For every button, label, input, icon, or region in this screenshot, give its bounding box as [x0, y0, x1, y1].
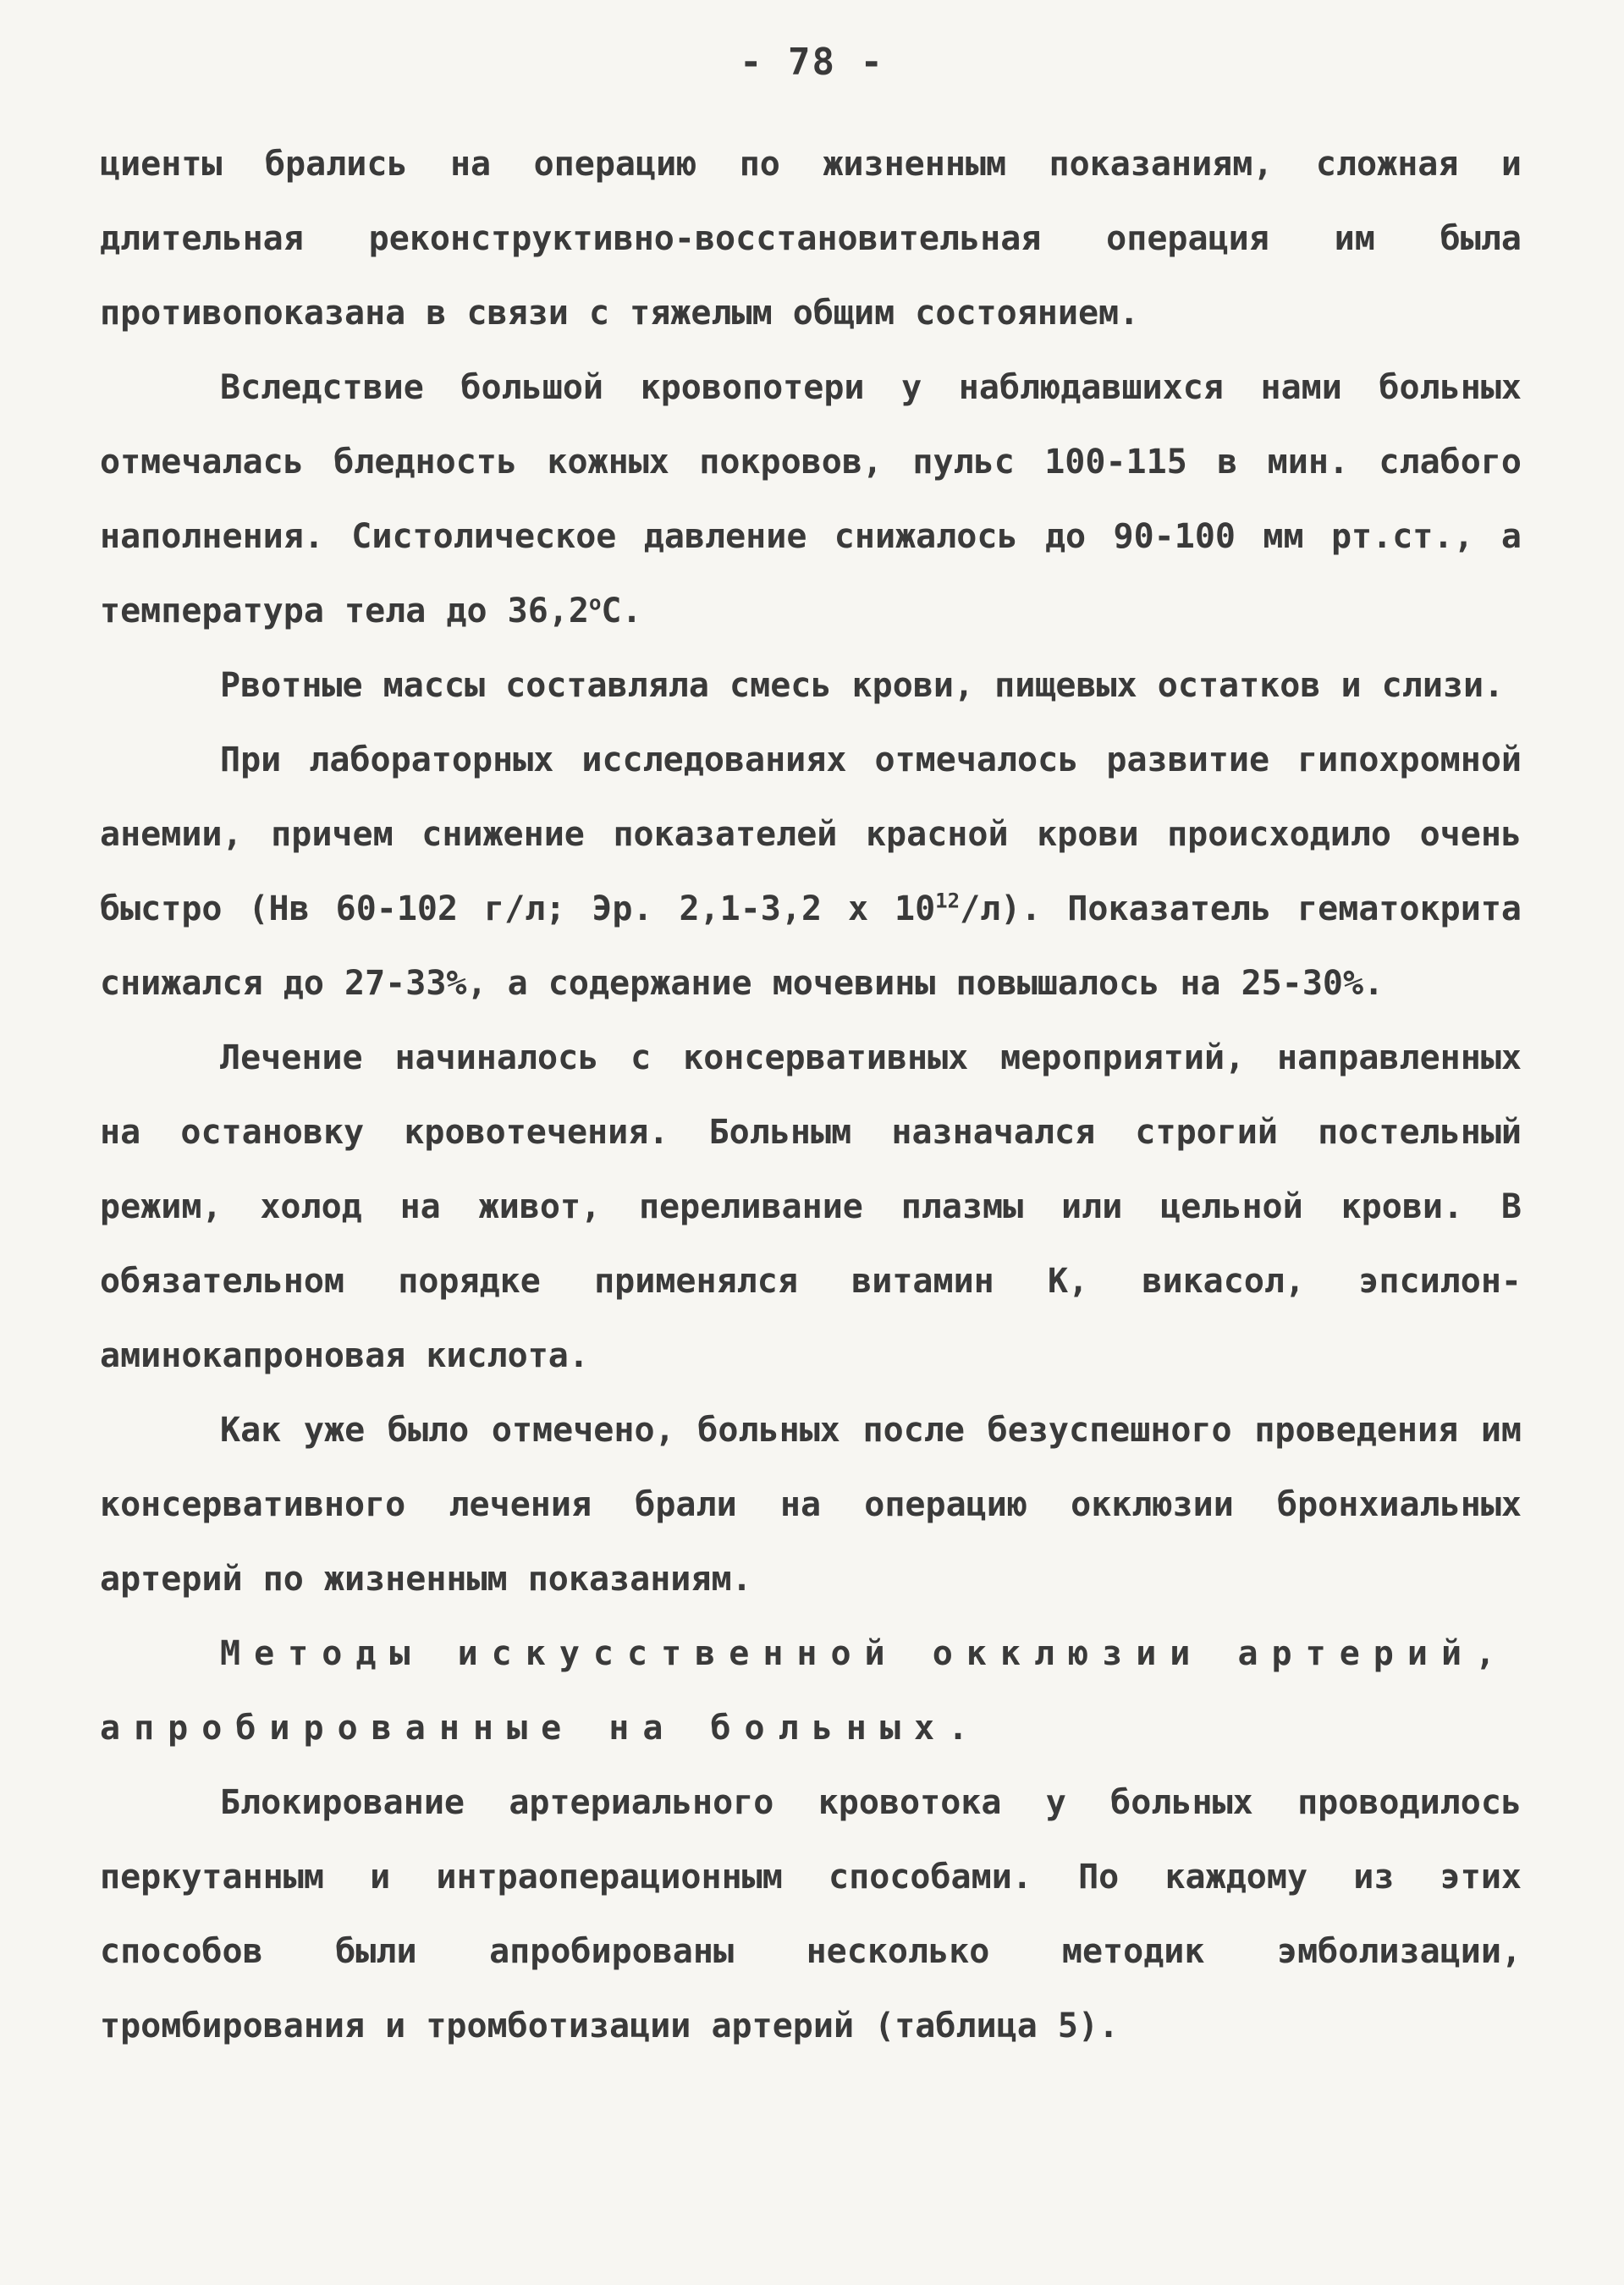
paragraph-5: Лечение начиналось с консервативных мероприятий, направленных на остановку кровотечения. Больным назначался строгий постельный режим, холод на живот, переливание плазмы или цельной крови. В обязательном порядке применялся витамин К, викасол, эпсилон-аминокапроновая кислота.	[100, 1038, 1522, 1375]
page-number: - 78 -	[740, 41, 884, 84]
paragraph-3: Рвотные массы составляла смесь крови, пищевых остатков и слизи.	[220, 666, 1505, 705]
paragraph-4: При лабораторных исследованиях отмечалось развитие гипохромной анемии, причем снижение показателей красной крови происходило очень быстро (Нв 60-102 г/л; Эр. 2,1-3,2 х $10^{12}/л$). Показатель гематокрита снижался до 27-33%, а содержание мочевины повышалось на 25-30%.	[100, 741, 1522, 1003]
paragraph-6: Как уже было отмечено, больных после безуспешного проведения им консервативного лечения брали на операцию окклюзии бронхиальных артерий по жизненным показаниям.	[100, 1411, 1522, 1599]
paragraph-1: циенты брались на операцию по жизненным показаниям, сложная и длительная реконструктивно-восстановительная операция им была противопоказана в связи с тяжелым общим состоянием.	[100, 145, 1522, 333]
body-text	[100, 127, 1522, 2063]
section-heading: Методы искусственной окклюзии артерий, апробированные на больных.	[100, 1634, 1510, 1748]
paragraph-7: Блокирование артериального кровотока у больных проводилось перкутанным и интраоперационным способами. По каждому из этих способов были апробированы несколько методик эмболизации, тромбирования и тромботизации артерий (таблица 5).	[100, 1783, 1522, 2045]
paragraph-2: Вследствие большой кровопотери у наблюдавшихся нами больных отмечалась бледность кожных покровов, пульс 100-115 в мин. слабого наполнения. Систолическое давление снижалось до 90-100 мм рт.ст., а температура тела до $36,2^оС$.	[100, 368, 1522, 630]
